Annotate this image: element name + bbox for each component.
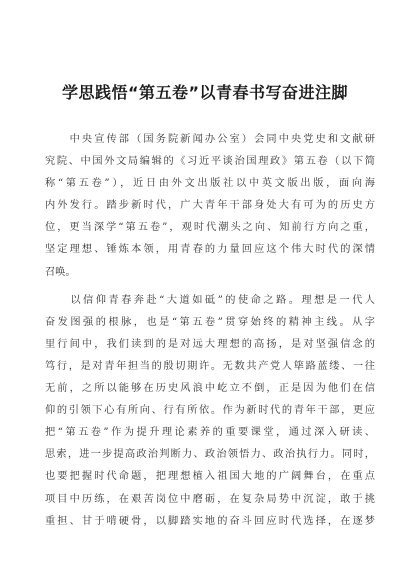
paragraph-line: 重担、甘于啃硬骨，以脚踏实地的奋斗回应时代选择，在逐梦 (45, 515, 375, 527)
paragraph-line: 称“第五卷”），近日由外文出版社以中英文版出版，面向海 (45, 178, 375, 190)
paragraph-line: 坚定理想、锤炼本领，用青春的力量回应这个伟大时代的深情 (45, 244, 375, 256)
document-title: 学思践悟“第五卷”以青春书写奋进注脚 (61, 83, 349, 102)
paragraph-line: 也要把握时代命题，把理想植入祖国大地的广阔舞台，在重点 (45, 471, 375, 483)
paragraph-line: 究院、中国外文局编辑的《习近平谈治国理政》第五卷（以下简 (45, 156, 375, 168)
paragraph-2 (45, 290, 375, 533)
paragraph-line: 项目中历练，在艰苦岗位中磨砺，在复杂局势中沉淀，敢于挑 (45, 493, 375, 505)
paragraph-line: 中央宣传部（国务院新闻办公室）会同中央党史和文献研 (45, 134, 375, 145)
paragraph-line: 内外发行。踏步新时代，广大青年干部身处大有可为的历史方 (45, 200, 375, 212)
paragraph-line: 里行间中，我们读到的是对远大理想的高扬，是对坚强信念的 (45, 338, 375, 350)
paragraph-line: 以信仰青春奔赴“大道如砥”的使命之路。理想是一代人 (45, 294, 375, 306)
document-body (45, 129, 375, 539)
paragraph-line: 位，更当深学“第五卷”，观时代潮头之向、知前行方向之重， (45, 222, 375, 234)
paragraph-1 (45, 129, 375, 284)
paragraph-line: 奋发图强的根脉，也是“第五卷”贯穿始终的精神主线。从字 (45, 316, 375, 328)
paragraph-line: 把“第五卷”作为提升理论素养的重要课堂，通过深入研读、 (45, 427, 375, 439)
paragraph-line: 笃行，是对青年担当的殷切期许。无数共产党人筚路蓝缕、一往 (45, 360, 375, 372)
paragraph-line: 召唤。 (45, 266, 76, 278)
paragraph-line: 仰的引领下心有所向、行有所依。作为新时代的青年干部，更应 (45, 405, 375, 417)
paragraph-line: 无前，之所以能够在历史风浪中屹立不倒，正是因为他们在信 (45, 383, 375, 395)
paragraph-line: 思索，进一步提高政治判断力、政治领悟力、政治执行力。同时， (45, 449, 375, 461)
